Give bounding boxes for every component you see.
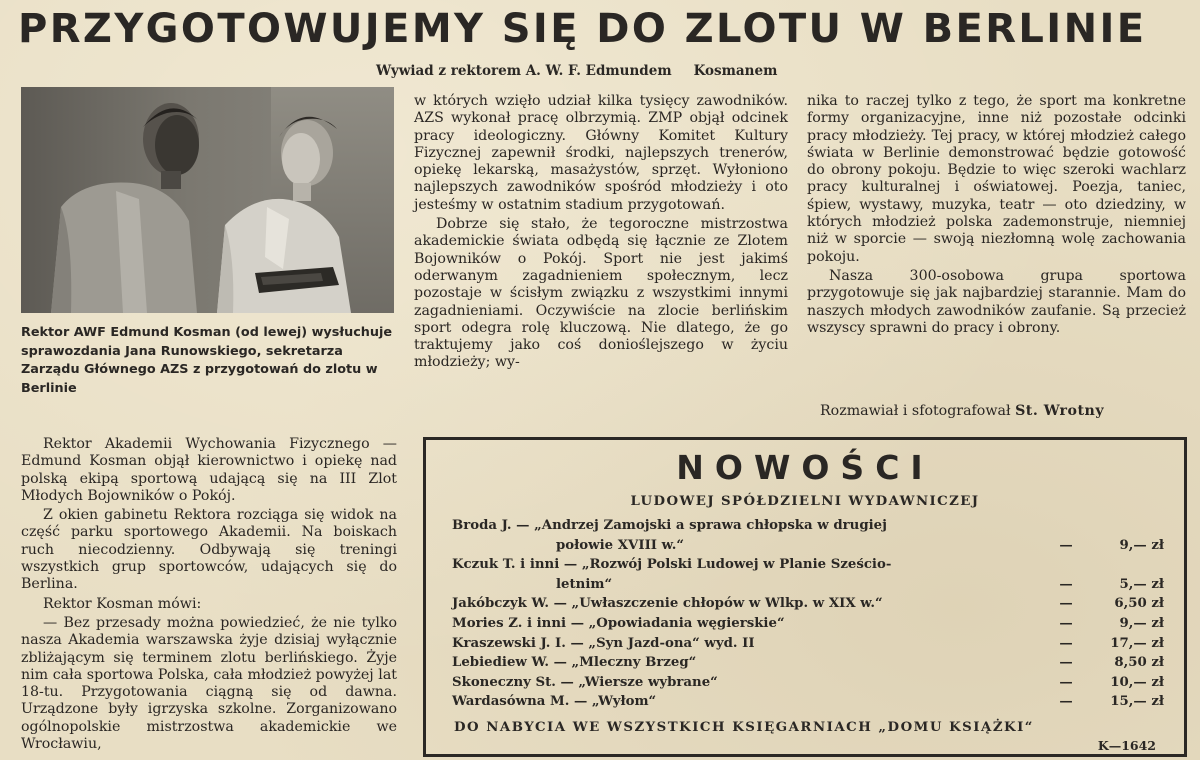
book-price: 6,50 zł [1114, 596, 1164, 612]
book-title: Skoneczny St. — „Wiersze wybrane“ [452, 674, 718, 690]
paragraph: Dobrze się stało, że tegoroczne mistrzostwa akademickie świata odbędą się łącznie ze Zlotem Bojowników o Pokój. Sport nie jest jakimś oderwanym zagadnieniem społecznym, lecz pozostaje w ścisłym związku z wszystkimi innymi zagadnieniami. Oczywiście na zlocie berlińskim sport odegra rolę kluczową. Nie dlatego, że go traktujemy jako coś donioślejszego w życiu młodzieży; wy- [414, 216, 788, 371]
book-price: 9,— zł [1119, 537, 1164, 553]
ad-subtitle: LUDOWEJ SPÓŁDZIELNI WYDAWNICZEJ [630, 494, 980, 509]
price-dash: — [1059, 694, 1073, 710]
photo-caption: Rektor AWF Edmund Kosman (od lewej) wysłuchuje sprawozdania Jana Runowskiego, sekretarza Zarządu Głównego AZS z przygotowań do zlotu w Berlinie [21, 325, 393, 397]
subheading-lead: Wywiad z rektorem A. W. F. Edmundem [376, 63, 672, 79]
list-item [452, 653, 1164, 673]
headline: PRZYGOTOWUJEMY SIĘ DO ZLOTU W BERLINIE [18, 6, 1147, 52]
price-dash: — [1059, 635, 1073, 651]
paragraph: w których wzięło udział kilka tysięcy zawodników. AZS wykonał pracę olbrzymią. ZMP objął odcinek pracy ideologiczny. Główny Komitet Kultury Fizycznej zapewnił środki, najlepszych trenerów, opiekę lekarską, masażystów, sprzęt. Wyłoniono najlepszych zawodników spośród młodzieży i oto jesteśmy w ostatnim stadium przygotowań. [414, 93, 788, 213]
ad-code: K—1642 [1097, 738, 1156, 753]
paragraph: Nasza 300-osobowa grupa sportowa przygotowuje się jak najbardziej starannie. Mam do naszych młodych zawodników zaufanie. Są przecież wszyscy sprawni do pracy i obrony. [807, 267, 1186, 336]
article-credit [808, 403, 1186, 419]
paragraph: — Bez przesady można powiedzieć, że nie tylko nasza Akademia warszawska żyje dzisiaj wyłącznie zbliżającym się terminem zlotu berlińskiego. Żyje nim cała sportowa Polska, cała młodzież powyżej lat 18-tu. Przygotowania ciągną się od dawna. Urządzone były igrzyska szkolne. Zorganizowano ogólnopolskie mistrzostwa akademickie we Wrocławiu, [21, 614, 397, 753]
price-dash: — [1059, 615, 1073, 631]
photo-illustration [21, 87, 394, 313]
list-item [452, 673, 1164, 693]
book-title-cont: połowie XVIII w.“ [556, 537, 685, 553]
book-price: 5,— zł [1119, 576, 1164, 592]
book-title: Kraszewski J. I. — „Syn Jazd-ona“ wyd. II [452, 635, 755, 651]
paragraph: Rektor Akademii Wychowania Fizycznego — Edmund Kosman objął kierownictwo i opiekę nad polską ekipą sportową udającą się na III Zlot Młodych Bojowników o Pokój. [21, 436, 397, 504]
price-dash: — [1059, 674, 1073, 690]
interview-subheading [376, 63, 936, 79]
book-title-cont: letnim“ [556, 576, 613, 592]
list-item [452, 555, 1164, 594]
paragraph: nika to raczej tylko z tego, że sport ma konkretne formy organizacyjne, inne niż pozostałe odcinki pracy młodzieży. Tej pracy, w której młodzież całego świata w Berlinie demonstrować będzie gotowość do obrony pokoju. Będzie to więc szeroki wachlarz pracy kulturalnej i oświatowej. Poezja, taniec, śpiew, wystawy, muzyka, teatr — oto dziedziny, w których młodzież polska zademonstruje, niemniej niż w sporcie — swoją niezłomną wolę zachowania pokoju. [807, 93, 1186, 265]
book-price: 10,— zł [1110, 674, 1164, 690]
book-price: 17,— zł [1110, 635, 1164, 651]
credit-author: St. Wrotny [1015, 403, 1105, 419]
list-item [452, 594, 1164, 614]
book-title: Wardasówna M. — „Wyłom“ [452, 694, 657, 710]
list-item [452, 516, 1164, 555]
article-column-2 [414, 93, 788, 372]
article-column-3 [807, 93, 1186, 337]
paragraph: Z okien gabinetu Rektora rozciąga się widok na część parku sportowego Akademii. Na boiskach ruch niecodzienny. Odbywają się treningi wszystkich grup sportowców, udających się do Berlina. [21, 507, 397, 593]
book-title: Lebiediew W. — „Mleczny Brzeg“ [452, 655, 697, 671]
book-title: Broda J. — „Andrzej Zamojski a sprawa chłopska w drugiej [452, 518, 887, 533]
book-price: 8,50 zł [1114, 655, 1164, 671]
book-price: 9,— zł [1119, 615, 1164, 631]
ad-footer: DO NABYCIA WE WSZYSTKICH KSIĘGARNIACH „DOMU KSIĄŻKI“ [454, 720, 1034, 735]
book-title: Kczuk T. i inni — „Rozwój Polski Ludowej w Planie Sześcio- [452, 557, 892, 573]
list-item [452, 614, 1164, 634]
book-price: 15,— zł [1110, 694, 1164, 710]
list-item [452, 692, 1164, 712]
article-column-1 [21, 436, 397, 753]
price-dash: — [1059, 576, 1073, 592]
price-dash: — [1059, 537, 1073, 553]
ad-title: NOWOŚCI [676, 448, 934, 487]
book-title: Jakóbczyk W. — „Uwłaszczenie chłopów w Wlkp. w XIX w.“ [452, 596, 883, 612]
price-dash: — [1059, 655, 1073, 671]
paragraph: Rektor Kosman mówi: [43, 595, 202, 612]
advertisement-box [423, 437, 1187, 757]
book-title: Mories Z. i inni — „Opowiadania węgierskie“ [452, 615, 785, 631]
credit-lead: Rozmawiał i sfotografował [820, 403, 1011, 419]
list-item [452, 634, 1164, 654]
book-list [452, 516, 1164, 712]
article-photo [21, 87, 394, 313]
price-dash: — [1059, 596, 1073, 612]
subheading-name: Kosmanem [693, 63, 778, 79]
